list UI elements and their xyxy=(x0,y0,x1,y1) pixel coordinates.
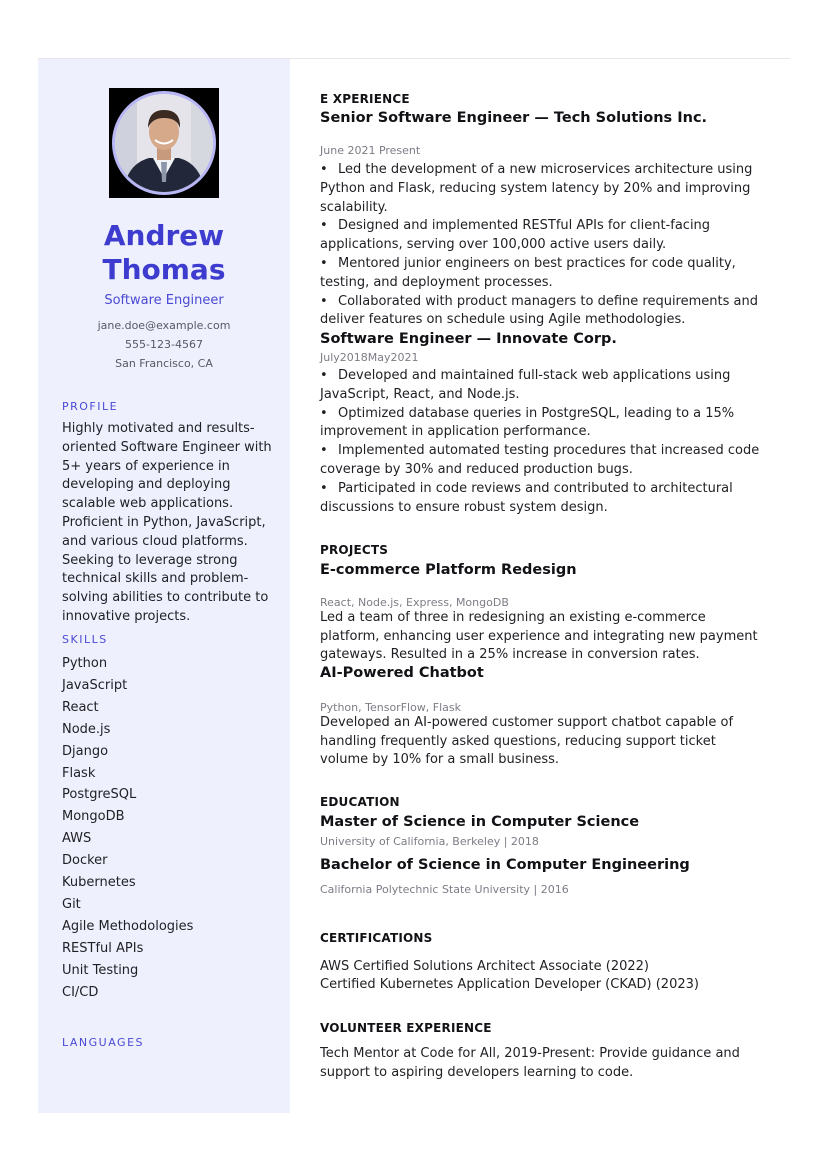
bullet-text: Optimized database queries in PostgreSQL, leading to a 15% improvement in application performance. xyxy=(320,405,735,440)
project-tech-1: React, Node.js, Express, MongoDB xyxy=(320,596,509,609)
bullet-text: Mentored junior engineers on best practices for code quality, testing, and deployment processes. xyxy=(320,255,736,290)
list-item xyxy=(320,161,765,217)
skill-item: Agile Methodologies xyxy=(62,918,194,934)
skill-item: PostgreSQL xyxy=(62,787,137,803)
experience-heading: E XPERIENCE xyxy=(320,92,410,106)
list-item xyxy=(320,367,765,405)
skill-item: Docker xyxy=(62,853,108,869)
email-text: jane.doe@example.com xyxy=(97,319,231,332)
bullet-icon: • xyxy=(320,368,328,383)
job-dates-2: July2018May2021 xyxy=(320,351,419,364)
list-item xyxy=(320,217,765,255)
skill-item: Unit Testing xyxy=(62,962,139,978)
job-title-2: Software Engineer — Innovate Corp. xyxy=(320,331,617,347)
skills-heading: SKILLS xyxy=(62,633,108,646)
profile-heading: PROFILE xyxy=(62,400,119,413)
skill-item: RESTful APIs xyxy=(62,940,144,956)
skill-item: Flask xyxy=(62,765,96,781)
languages-heading: LANGUAGES xyxy=(62,1036,144,1049)
phone-text: 555-123-4567 xyxy=(125,338,203,351)
project-title-1: E-commerce Platform Redesign xyxy=(320,562,577,578)
first-name: Andrew xyxy=(103,219,225,252)
skill-item: React xyxy=(62,699,99,715)
volunteer-heading: VOLUNTEER EXPERIENCE xyxy=(320,1021,492,1035)
project-tech-2: Python, TensorFlow, Flask xyxy=(320,701,462,714)
job-bullets-1 xyxy=(320,161,765,330)
list-item xyxy=(320,405,765,443)
skill-item: Git xyxy=(62,896,81,912)
bullet-text: Implemented automated testing procedures that increased code coverage by 30% and reduced production bugs. xyxy=(320,443,760,477)
bullet-text: Developed and maintained full-stack web applications using JavaScript, React, and Node.js. xyxy=(320,368,731,402)
bullet-text: Collaborated with product managers to define requirements and deliver features on schedule using Agile methodologies. xyxy=(320,293,758,328)
bullet-icon: • xyxy=(320,443,328,459)
bullet-icon: • xyxy=(320,480,328,496)
volunteer-description: Tech Mentor at Code for All, 2019-Present: Provide guidance and support to aspiring developers learning to code. xyxy=(320,1046,740,1080)
school-2: California Polytechnic State University | 2016 xyxy=(320,883,569,896)
job-title-1: Senior Software Engineer — Tech Solutions Inc. xyxy=(320,110,708,126)
bullet-text: Designed and implemented RESTful APIs for client-facing applications, serving over 100,000 active users daily. xyxy=(320,218,711,253)
last-name: Thomas xyxy=(102,253,226,286)
skill-item: Python xyxy=(62,656,108,671)
education-heading: EDUCATION xyxy=(320,795,400,809)
skills-list xyxy=(62,653,193,1004)
skill-item: JavaScript xyxy=(62,677,128,693)
list-item xyxy=(320,293,765,331)
bullet-icon: • xyxy=(320,162,328,177)
profile-photo xyxy=(109,88,219,198)
degree-2: Bachelor of Science in Computer Engineering xyxy=(320,857,690,873)
school-1: University of California, Berkeley | 2018 xyxy=(320,835,539,848)
projects-heading: PROJECTS xyxy=(320,543,389,557)
job-dates-1: June 2021 Present xyxy=(320,144,421,157)
avatar xyxy=(112,91,216,195)
person-portrait-icon xyxy=(115,94,213,192)
skill-item: CI/CD xyxy=(62,984,99,1000)
job-bullets-2 xyxy=(320,367,765,517)
bullet-icon: • xyxy=(320,293,328,309)
profile-summary: Highly motivated and results-oriented Software Engineer with 5+ years of experience in developing and deploying scalable web applications. Proficient in Python, JavaScript, and various cloud platforms. Seeking to leverage strong technical skills and problem-solving abilities to contribute to innovative projects. xyxy=(62,421,272,624)
location-text: San Francisco, CA xyxy=(115,357,213,370)
bullet-icon: • xyxy=(320,218,328,234)
skill-item: Django xyxy=(62,743,109,759)
project-description-2: Developed an AI-powered customer support chatbot capable of handling frequently asked questions, reducing support ticket volume by 10% for a small business. xyxy=(320,715,734,768)
bullet-text: Led the development of a new microservices architecture using Python and Flask, reducing system latency by 20% and improving scalability. xyxy=(320,162,753,215)
skill-item: MongoDB xyxy=(62,809,125,825)
certification-item: Certified Kubernetes Application Developer (CKAD) (2023) xyxy=(320,977,699,992)
bullet-icon: • xyxy=(320,255,328,271)
job-title: Software Engineer xyxy=(104,293,224,308)
candidate-name xyxy=(38,219,290,287)
list-item xyxy=(320,480,765,518)
sidebar xyxy=(38,59,290,1113)
list-item xyxy=(320,255,765,293)
certification-item: AWS Certified Solutions Architect Associate (2022) xyxy=(320,959,649,974)
bullet-text: Participated in code reviews and contributed to architectural discussions to ensure robust system design. xyxy=(320,480,733,515)
certifications-heading: CERTIFICATIONS xyxy=(320,931,433,945)
degree-1: Master of Science in Computer Science xyxy=(320,814,640,830)
bullet-icon: • xyxy=(320,405,328,421)
skill-item: Node.js xyxy=(62,721,111,737)
skill-item: Kubernetes xyxy=(62,875,136,891)
list-item xyxy=(320,442,765,480)
project-title-2: AI-Powered Chatbot xyxy=(320,665,484,681)
project-description-1: Led a team of three in redesigning an existing e-commerce platform, enhancing user experience and integrating new payment gateways. Resulted in a 25% increase in conversion rates. xyxy=(320,610,758,663)
skill-item: AWS xyxy=(62,831,92,847)
